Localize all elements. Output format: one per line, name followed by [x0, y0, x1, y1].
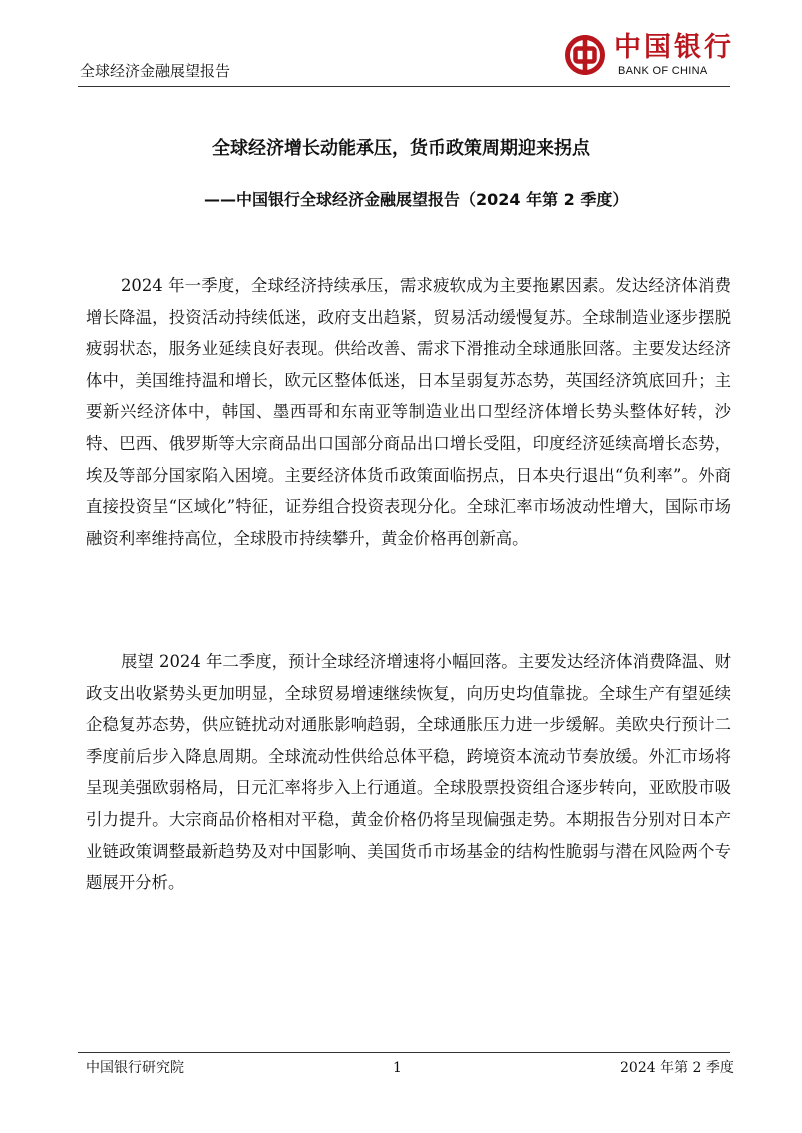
- body-paragraph-1: 2024 年一季度，全球经济持续承压，需求疲软成为主要拖累因素。发达经济体消费增长降温，投资活动持续低迷，政府支出趋紧，贸易活动缓慢复苏。全球制造业逐步摆脱疲弱状态，服务业延续良好表现。供给改善、需求下滑推动全球通胀回落。主要发达经济体中，美国维持温和增长，欧元区整体低迷，日本呈弱复苏态势，英国经济筑底回升；主要新兴经济体中，韩国、墨西哥和东南亚等制造业出口型经济体增长势头整体好转，沙特、巴西、俄罗斯等大宗商品出口国部分商品出口增长受阻，印度经济延续高增长态势，埃及等部分国家陷入困境。主要经济体货币政策面临拐点，日本央行退出“负利率”。外商直接投资呈“区域化”特征，证券组合投资表现分化。全球汇率市场波动性增大，国际市场融资利率维持高位，全球股市持续攀升，黄金价格再创新高。: [86, 276, 731, 548]
- footer-period: 2024 年第 2 季度: [620, 1060, 734, 1076]
- bank-of-china-emblem-icon: [564, 34, 606, 76]
- page-subtitle: ——中国银行全球经济金融展望报告（2024 年第 2 季度）: [204, 190, 629, 209]
- footer-page-number: 1: [393, 1060, 402, 1076]
- body-paragraph-2: 展望 2024 年二季度，预计全球经济增速将小幅回落。主要发达经济体消费降温、财政支出收紧势头更加明显，全球贸易增速继续恢复，向历史均值靠拢。全球生产有望延续企稳复苏态势，供应链扰动对通胀影响趋弱，全球通胀压力进一步缓解。美欧央行预计二季度前后步入降息周期。全球流动性供给总体平稳，跨境资本流动节奏放缓。外汇市场将呈现美强欧弱格局，日元汇率将步入上行通道。全球股票投资组合逐步转向，亚欧股市吸引力提升。大宗商品价格相对平稳，黄金价格仍将呈现偏强走势。本期报告分别对日本产业链政策调整最新趋势及对中国影响、美国货币市场基金的结构性脆弱与潜在风险两个专题展开分析。: [86, 652, 731, 893]
- footer-organization: 中国银行研究院: [86, 1060, 184, 1076]
- header-report-name: 全球经济金融展望报告: [80, 62, 231, 80]
- logo-name-en: BANK OF CHINA: [618, 65, 708, 77]
- logo-name-cn: 中国银行: [614, 32, 734, 63]
- page-title: 全球经济增长动能承压，货币政策周期迎来拐点: [212, 138, 590, 159]
- header-divider: [78, 86, 730, 87]
- bank-logo: [564, 30, 734, 80]
- footer-divider: [78, 1052, 730, 1053]
